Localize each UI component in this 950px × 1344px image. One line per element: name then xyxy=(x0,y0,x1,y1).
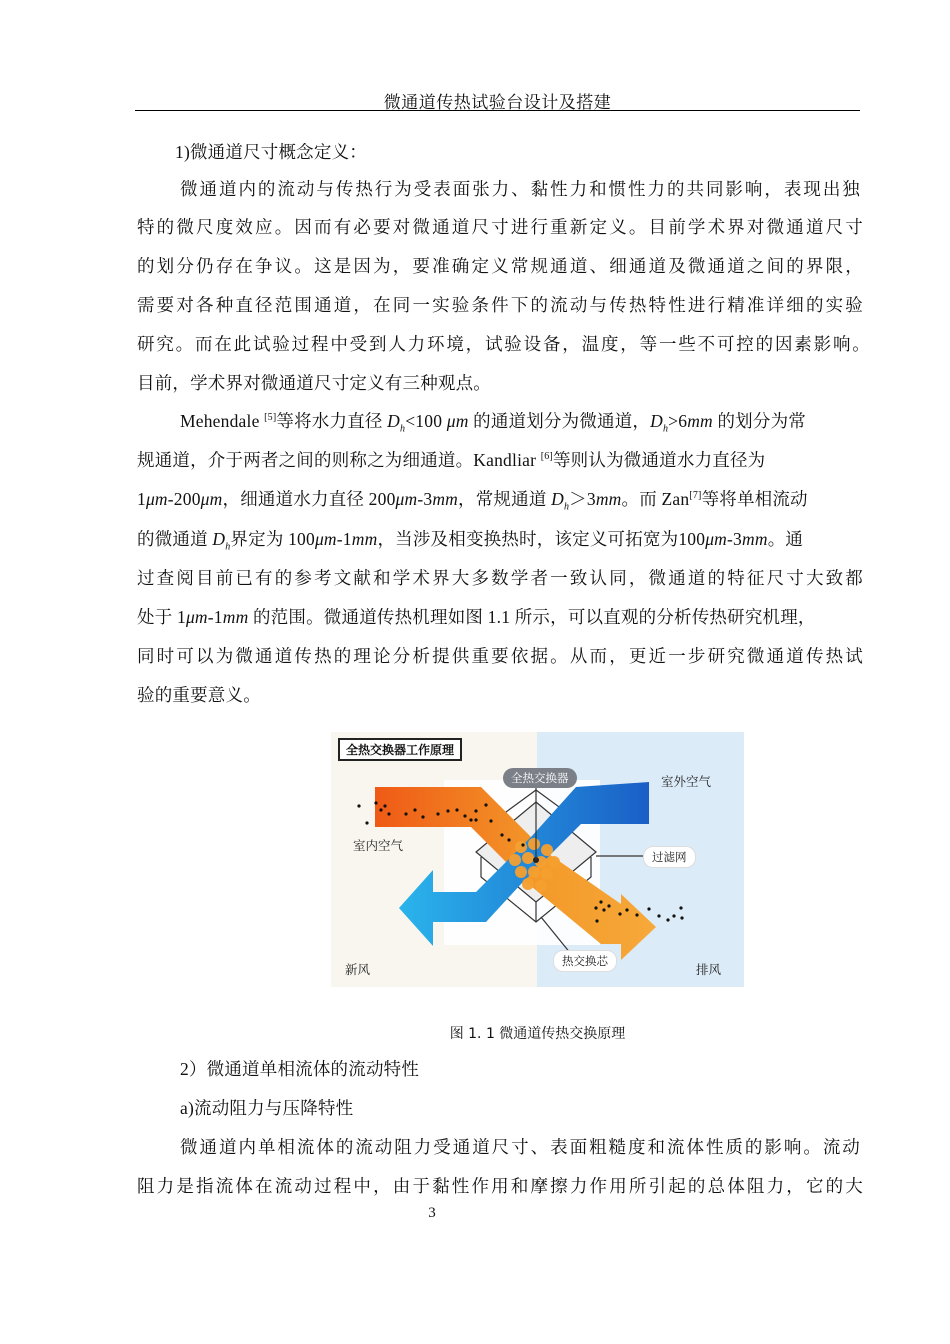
para1-line-4: 需要对各种直径范围通道，在同一实验条件下的流动与传热特性进行精准详细的实验 xyxy=(137,295,863,315)
figure-caption: 图 1. 1 微通道传热交换原理 xyxy=(449,1026,626,1042)
section2-para-line-2: 阻力是指流体在流动过程中，由于黏性作用和摩擦力作用所引起的总体阻力，它的大 xyxy=(137,1176,863,1196)
section2-para-line-1: 微通道内单相流体的流动阻力受通道尺寸、表面粗糙度和流体性质的影响。流动 xyxy=(180,1137,860,1157)
para2-line-7: 同时可以为微通道传热的理论分析提供重要依据。从而，更近一步研究微通道传热试 xyxy=(137,646,863,666)
para1-line-3: 的划分仍存在争议。这是因为，要准确定义常规通道、细通道及微通道之间的界限， xyxy=(137,256,863,276)
label-fresh-air: 新风 xyxy=(345,962,371,977)
label-indoor-air: 室内空气 xyxy=(353,838,404,853)
citation-ref-6: [6] xyxy=(540,451,553,463)
label-heat-exchange-core: 热交换芯 xyxy=(553,950,617,972)
heat-exchanger-figure xyxy=(331,732,744,987)
header-divider xyxy=(135,110,860,111)
label-outdoor-air: 室外空气 xyxy=(661,774,712,789)
figure-title-box: 全热交换器工作原理 xyxy=(338,738,462,761)
label-full-heat-exchanger: 全热交换器 xyxy=(503,768,577,788)
page-number: 3 xyxy=(428,1205,436,1221)
para2-line-6: 处于 1μm-1mm 的范围。微通道传热机理如图 1.1 所示，可以直观的分析传热研究机理， xyxy=(137,607,816,627)
para2-line-8: 验的重要意义。 xyxy=(137,685,261,705)
para1-line-1: 微通道内的流动与传热行为受表面张力、黏性力和惯性力的共同影响，表现出独 xyxy=(180,179,860,199)
label-exhaust-air: 排风 xyxy=(696,962,722,977)
para2-line-4: 的微通道 $D_h$界定为 100μm-1mm，当涉及相变换热时，该定义可拓宽为100μm-3mm。通 xyxy=(137,529,804,553)
para1-line-6: 目前，学术界对微通道尺寸定义有三种观点。 xyxy=(137,373,491,393)
citation-ref-5: [5] xyxy=(264,412,277,424)
para1-line-5: 研究。而在此试验过程中受到人力环境，试验设备，温度，等一些不可控的因素影响。 xyxy=(137,334,870,354)
para1-line-2: 特的微尺度效应。因而有必要对微通道尺寸进行重新定义。目前学术界对微通道尺寸 xyxy=(137,217,863,237)
subsection-heading-a: a)流动阻力与压降特性 xyxy=(180,1098,354,1118)
para2-line-2: 规通道，介于两者之间的则称之为细通道。Kandliar [6]等则认为微通道水力直径为 xyxy=(137,450,766,470)
para2-line-3: 1μm-200μm，细通道水力直径 200μm-3mm，常规通道 $D_h>3mm$。而 Zan[7]等将单相流动 xyxy=(137,489,808,513)
section-heading-1: 1)微通道尺寸概念定义： xyxy=(175,142,367,162)
section-heading-2: 2）微通道单相流体的流动特性 xyxy=(180,1059,420,1079)
para2-line-1: Mehendale [5]等将水力直径 $D_h<100$ μm 的通道划分为微通道，$D_h>6mm$ 的划分为常 xyxy=(180,411,806,435)
running-header-title: 微通道传热试验台设计及搭建 xyxy=(383,93,612,112)
label-filter: 过滤网 xyxy=(643,846,696,868)
citation-ref-7: [7] xyxy=(689,490,702,502)
para2-line-5: 过查阅目前已有的参考文献和学术界大多数学者一致认同，微通道的特征尺寸大致都 xyxy=(137,568,863,588)
